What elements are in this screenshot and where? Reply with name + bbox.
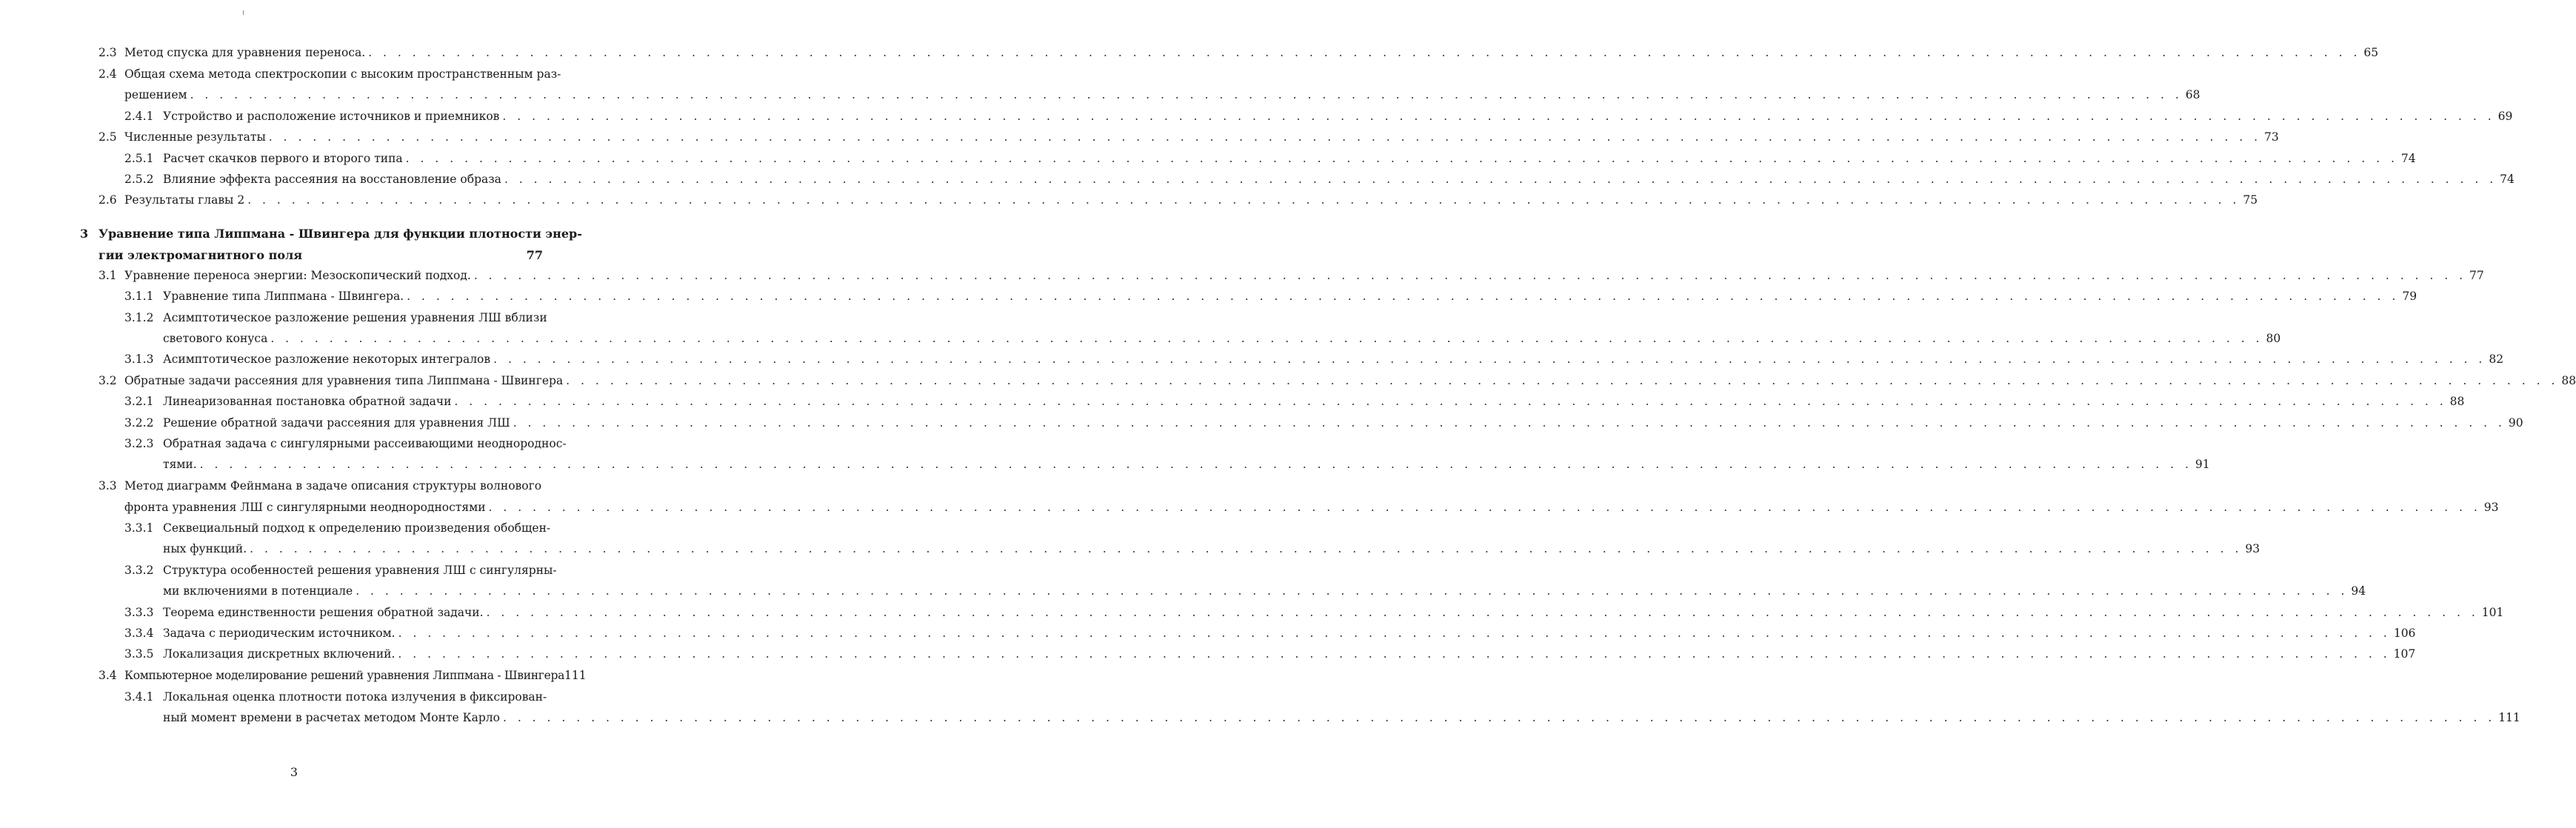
toc-entry-continuation[interactable] <box>163 711 2520 724</box>
entry-number: 3.2.1 <box>124 395 154 408</box>
toc-entry[interactable] <box>99 269 2484 282</box>
entry-number: 3.3.2 <box>124 564 154 577</box>
entry-number: 3.2.2 <box>124 416 154 430</box>
entry-title-cont: светового конуса <box>163 332 268 345</box>
dot-leader <box>563 374 2561 387</box>
dot-leader <box>499 110 2497 123</box>
entry-number: 3.2.3 <box>124 437 154 450</box>
entry-title: Обратные задачи рассеяния для уравнения типа Липпмана - Швингера <box>124 374 564 387</box>
chapter-page: 77 <box>526 248 543 262</box>
entry-title: Локализация дискретных включений. <box>163 647 396 661</box>
entry-title: Асимптотическое разложение некоторых интегралов <box>163 353 491 366</box>
toc-entry[interactable] <box>124 152 2416 165</box>
toc-entry-continuation[interactable] <box>124 88 2200 101</box>
entry-page: 90 <box>2508 416 2523 430</box>
entry-page: 91 <box>2195 458 2210 471</box>
toc-entry[interactable] <box>124 311 547 324</box>
entry-title-cont: ми включениями в потенциале <box>163 584 353 598</box>
entry-title: Результаты главы 2 <box>124 193 245 207</box>
entry-number: 3.3.3 <box>124 606 154 619</box>
entry-page: 94 <box>2351 584 2366 598</box>
toc-entry[interactable] <box>124 647 2416 661</box>
entry-page: 65 <box>2363 46 2379 59</box>
entry-title: Расчет скачков первого и второго типа <box>163 152 403 165</box>
entry-page: 111 <box>2498 711 2520 724</box>
entry-number: 3.1.1 <box>124 290 154 303</box>
dot-leader <box>267 332 2266 345</box>
scan-mark <box>243 10 244 15</box>
toc-entry[interactable] <box>124 110 2513 123</box>
entry-title: Задача с периодическим источником. <box>163 627 396 640</box>
entry-number: 3.3.4 <box>124 627 154 640</box>
dot-leader <box>486 501 2484 514</box>
toc-entry-continuation[interactable] <box>124 501 2499 514</box>
toc-entry[interactable] <box>99 130 2279 144</box>
entry-number: 2.5 <box>99 130 117 144</box>
entry-title: Структура особенностей решения уравнения ЛШ с сингулярны- <box>163 564 557 577</box>
toc-entry[interactable] <box>124 173 2515 186</box>
entry-title: Асимптотическое разложение решения уравнения ЛШ вблизи <box>163 311 547 324</box>
entry-page: 88 <box>2561 374 2576 387</box>
toc-entry[interactable] <box>124 564 557 577</box>
dot-leader <box>187 88 2186 101</box>
dot-leader <box>197 458 2195 471</box>
chapter-title-cont: гии электромагнитного поля <box>99 248 303 262</box>
dot-leader <box>395 647 2393 661</box>
entry-page: 101 <box>2481 606 2504 619</box>
chapter-title: Уравнение типа Липпмана - Швингера для функции плотности энер- <box>99 227 582 241</box>
entry-number: 3.4 <box>99 669 117 682</box>
toc-entry[interactable] <box>124 627 2416 640</box>
entry-number: 3.1.2 <box>124 311 154 324</box>
entry-page: 73 <box>2264 130 2279 144</box>
entry-title: Уравнение переноса энергии: Мезоскопический подход. <box>124 269 471 282</box>
toc-entry[interactable] <box>99 46 2379 59</box>
entry-title: Секвециальный подход к определению произведения обобщен- <box>163 521 551 535</box>
entry-number: 3.1.3 <box>124 353 154 366</box>
toc-entry-continuation[interactable] <box>163 542 2260 555</box>
entry-page: 77 <box>2469 269 2484 282</box>
toc-entry[interactable] <box>124 606 2504 619</box>
entry-number: 3.2 <box>99 374 117 387</box>
entry-page: 93 <box>2245 542 2260 555</box>
entry-page: 79 <box>2402 290 2417 303</box>
dot-leader <box>484 606 2482 619</box>
entry-number: 2.5.2 <box>124 173 154 186</box>
dot-leader <box>353 584 2351 598</box>
entry-title: Устройство и расположение источников и приемников <box>163 110 500 123</box>
entry-title: Решение обратной задачи рассеяния для уравнения ЛШ <box>163 416 510 430</box>
entry-title: Общая схема метода спектроскопии с высоким пространственным раз- <box>124 67 561 81</box>
dot-leader <box>510 416 2509 430</box>
entry-number: 2.4.1 <box>124 110 154 123</box>
toc-chapter-entry[interactable] <box>80 227 582 241</box>
toc-entry[interactable] <box>99 669 587 682</box>
dot-leader <box>365 46 2363 59</box>
entry-page: 88 <box>2449 395 2465 408</box>
entry-number: 3.4.1 <box>124 690 154 704</box>
entry-page: 80 <box>2266 332 2281 345</box>
entry-page: 69 <box>2497 110 2513 123</box>
entry-page: 75 <box>2243 193 2258 207</box>
entry-title: Обратная задача с сингулярными рассеивающими неоднороднос- <box>163 437 567 450</box>
entry-number: 3.3 <box>99 479 117 493</box>
dot-leader <box>451 395 2449 408</box>
page-number: 3 <box>290 765 298 779</box>
entry-title: Линеаризованная постановка обратной задачи <box>163 395 452 408</box>
entry-page: 68 <box>2185 88 2200 101</box>
toc-entry[interactable] <box>99 479 540 493</box>
entry-page: 111 <box>564 669 587 682</box>
toc-entry-continuation[interactable] <box>163 584 2366 598</box>
entry-page: 74 <box>2500 173 2515 186</box>
dot-leader <box>266 130 2264 144</box>
entry-title-cont: решением <box>124 88 187 101</box>
entry-title: Метод спуска для уравнения переноса. <box>124 46 366 59</box>
entry-title: Численные результаты <box>124 130 266 144</box>
entry-title: Метод диаграмм Фейнмана в задаче описания структуры волнового <box>124 479 542 493</box>
entry-title-cont: фронта уравнения ЛШ с сингулярными неоднородностями <box>124 501 486 514</box>
toc-entry[interactable] <box>124 290 2417 303</box>
entry-title: Компьютерное моделирование решений уравнения Липпмана - Швингера <box>124 669 565 682</box>
toc-entry[interactable] <box>124 353 2504 366</box>
entry-title: Влияние эффекта рассеяния на восстановление образа <box>163 173 501 186</box>
dot-leader <box>404 290 2402 303</box>
entry-title-cont: ный момент времени в расчетах методом Монте Карло <box>163 711 500 724</box>
entry-number: 2.3 <box>99 46 117 59</box>
dot-leader <box>500 711 2498 724</box>
toc-entry[interactable] <box>124 395 2465 408</box>
toc-entry[interactable] <box>99 193 2258 207</box>
dot-leader <box>403 152 2401 165</box>
toc-entry[interactable] <box>99 374 2576 387</box>
entry-page: 82 <box>2489 353 2504 366</box>
toc-entry[interactable] <box>124 416 2523 430</box>
toc-entry[interactable] <box>99 67 561 81</box>
toc-entry[interactable] <box>124 690 547 704</box>
entry-number: 3.1 <box>99 269 117 282</box>
chapter-number: 3 <box>80 227 89 241</box>
entry-page: 93 <box>2483 501 2499 514</box>
toc-entry[interactable] <box>124 437 567 450</box>
dot-leader <box>490 353 2489 366</box>
entry-title: Теорема единственности решения обратной задачи. <box>163 606 484 619</box>
toc-chapter-continuation[interactable] <box>99 248 543 262</box>
toc-entry-continuation[interactable] <box>163 458 2210 471</box>
entry-page: 106 <box>2393 627 2416 640</box>
dot-leader <box>247 542 2245 555</box>
entry-page: 107 <box>2393 647 2416 661</box>
toc-entry[interactable] <box>124 521 551 535</box>
entry-page: 74 <box>2400 152 2416 165</box>
entry-title-cont: тями. <box>163 458 197 471</box>
dot-leader <box>244 193 2243 207</box>
dot-leader <box>471 269 2469 282</box>
dot-leader <box>396 627 2394 640</box>
entry-number: 2.5.1 <box>124 152 154 165</box>
entry-number: 3.3.1 <box>124 521 154 535</box>
entry-number: 2.4 <box>99 67 117 81</box>
entry-title-cont: ных функций. <box>163 542 247 555</box>
entry-number: 3.3.5 <box>124 647 154 661</box>
dot-leader <box>501 173 2500 186</box>
toc-entry-continuation[interactable] <box>163 332 2281 345</box>
entry-title: Уравнение типа Липпмана - Швингера. <box>163 290 404 303</box>
entry-number: 2.6 <box>99 193 117 207</box>
entry-title: Локальная оценка плотности потока излучения в фиксирован- <box>163 690 547 704</box>
